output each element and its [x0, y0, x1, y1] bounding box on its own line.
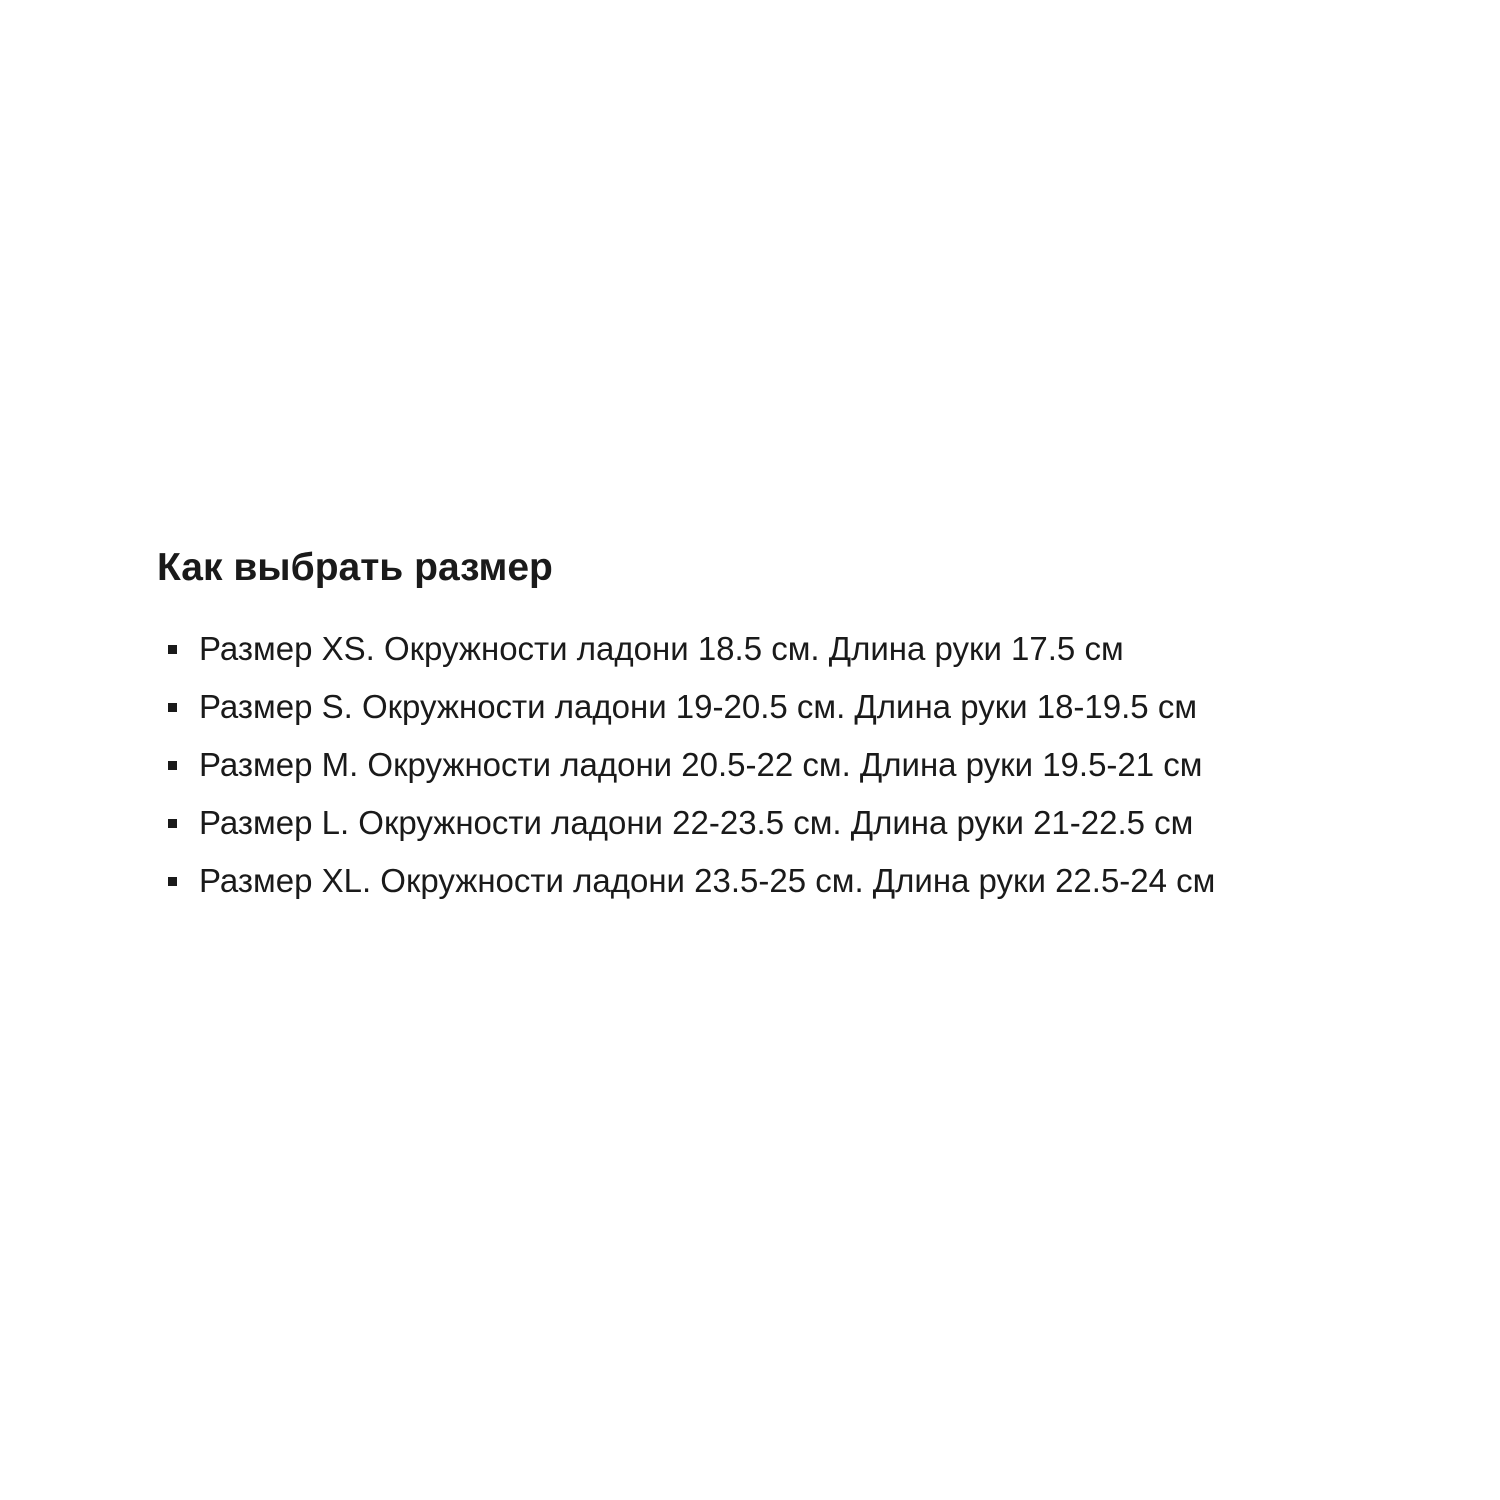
square-bullet-icon	[168, 645, 177, 654]
size-guide-section	[157, 540, 1457, 910]
size-guide-title: Как выбрать размер	[157, 546, 553, 589]
size-list-item-text: Размер S. Окружности ладони 19-20.5 см. Длина руки 18-19.5 см	[199, 688, 1198, 725]
size-list-item-s	[157, 678, 1457, 736]
square-bullet-icon	[168, 761, 177, 770]
size-list-item-text: Размер M. Окружности ладони 20.5-22 см. Длина руки 19.5-21 см	[199, 746, 1203, 783]
square-bullet-icon	[168, 703, 177, 712]
size-list-item-text: Размер XL. Окружности ладони 23.5-25 см. Длина руки 22.5-24 см	[199, 862, 1216, 899]
square-bullet-icon	[168, 819, 177, 828]
size-list-item-xl	[157, 852, 1457, 910]
size-list-item-text: Размер XS. Окружности ладони 18.5 см. Длина руки 17.5 см	[199, 630, 1124, 667]
size-list-item-m	[157, 736, 1457, 794]
size-list-item-xs	[157, 620, 1457, 678]
size-list	[157, 620, 1457, 910]
size-list-item-text: Размер L. Окружности ладони 22-23.5 см. Длина руки 21-22.5 см	[199, 804, 1194, 841]
size-list-item-l	[157, 794, 1457, 852]
square-bullet-icon	[168, 877, 177, 886]
